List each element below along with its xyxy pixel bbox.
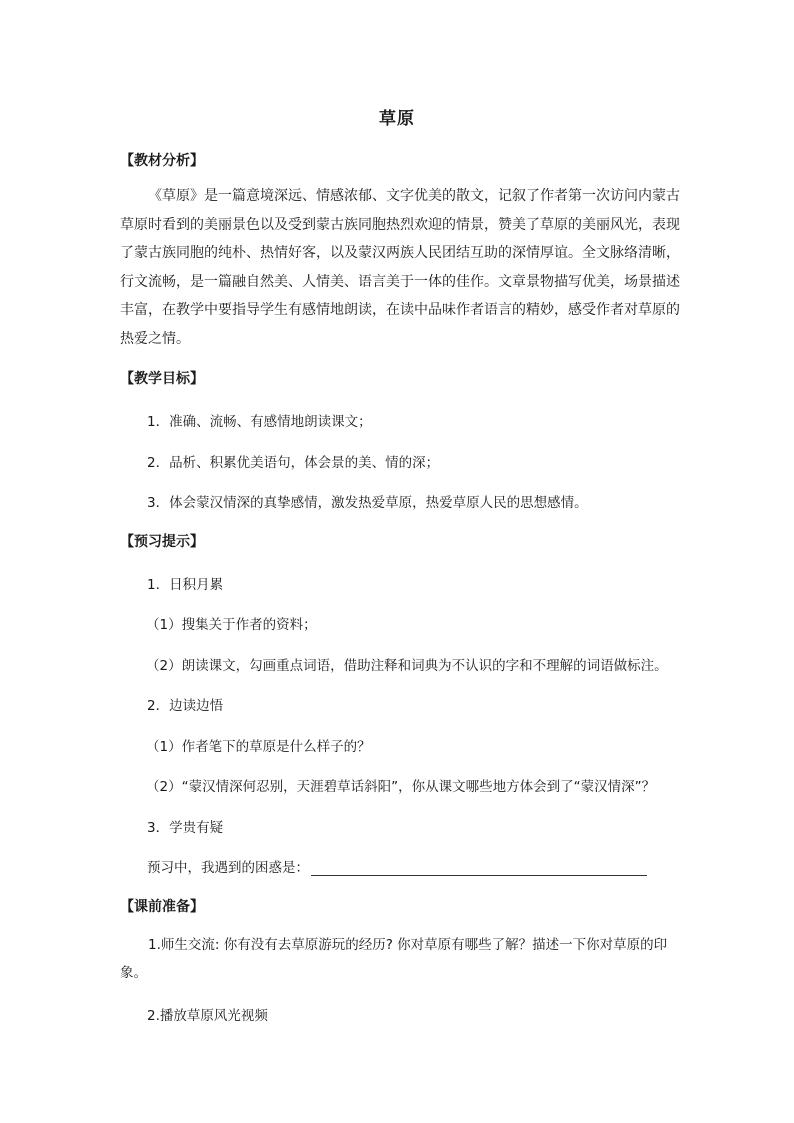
preview-subitem: （2）朗读课文，勾画重点词语，借助注释和词典为不认识的字和不理解的词语做标注。 bbox=[146, 658, 668, 674]
teaching-goal-item: 2．品析、积累优美语句，体会景的美、情的深； bbox=[147, 455, 440, 471]
section-heading-preview-tips: 【预习提示】 bbox=[120, 534, 204, 550]
section-heading-class-prep: 【课前准备】 bbox=[120, 899, 204, 915]
teaching-goal-item: 3．体会蒙汉情深的真挚感情，激发热爱草原，热爱草原人民的思想感情。 bbox=[147, 495, 588, 511]
class-prep-item: 1.师生交流: 你有没有去草原游玩的经历? 你对草原有哪些了解？描述一下你对草原的印象。 bbox=[120, 937, 668, 981]
preview-item-accumulate: 1．日积月累 bbox=[147, 577, 224, 593]
class-prep-item: 2.播放草原风光视频 bbox=[147, 1008, 268, 1024]
textbook-analysis-paragraph: 《草原》是一篇意境深远、情感浓郁、文字优美的散文，记叙了作者第一次访问内蒙古草原时看到的美丽景色以及受到蒙古族同胞热烈欢迎的情景，赞美了草原的美丽风光，表现了蒙古族同胞的纯朴、热情好客，以及蒙汉两族人民团结互助的深情厚谊。全文脉络清晰，行文流畅，是一篇融自然美、人情美、语言美于一体的佳作。文章景物描写优美，场景描述丰富，在教学中要指导学生有感情地朗读，在读中品味作者语言的精妙，感受作者对草原的热爱之情。 bbox=[120, 188, 680, 347]
section-heading-textbook-analysis: 【教材分析】 bbox=[120, 153, 204, 169]
preview-item-question: 3．学贵有疑 bbox=[147, 820, 224, 836]
section-heading-teaching-goals: 【教学目标】 bbox=[120, 371, 204, 387]
confusion-prompt: 预习中，我遇到的困惑是： bbox=[147, 860, 309, 876]
teaching-goal-item: 1．准确、流畅、有感情地朗读课文； bbox=[147, 414, 372, 430]
preview-item-read-understand: 2．边读边悟 bbox=[147, 698, 224, 714]
page-title: 草原 bbox=[379, 109, 415, 129]
confusion-answer-blank[interactable] bbox=[311, 861, 647, 876]
preview-subitem: （1）搜集关于作者的资料； bbox=[146, 617, 317, 633]
confusion-prompt-line bbox=[147, 856, 647, 876]
preview-subitem: （1）作者笔下的草原是什么样子的？ bbox=[146, 739, 371, 755]
preview-subitem: （2）“蒙汉情深何忍别，天涯碧草话斜阳”，你从课文哪些地方体会到了“蒙汉情深”？ bbox=[146, 779, 656, 795]
